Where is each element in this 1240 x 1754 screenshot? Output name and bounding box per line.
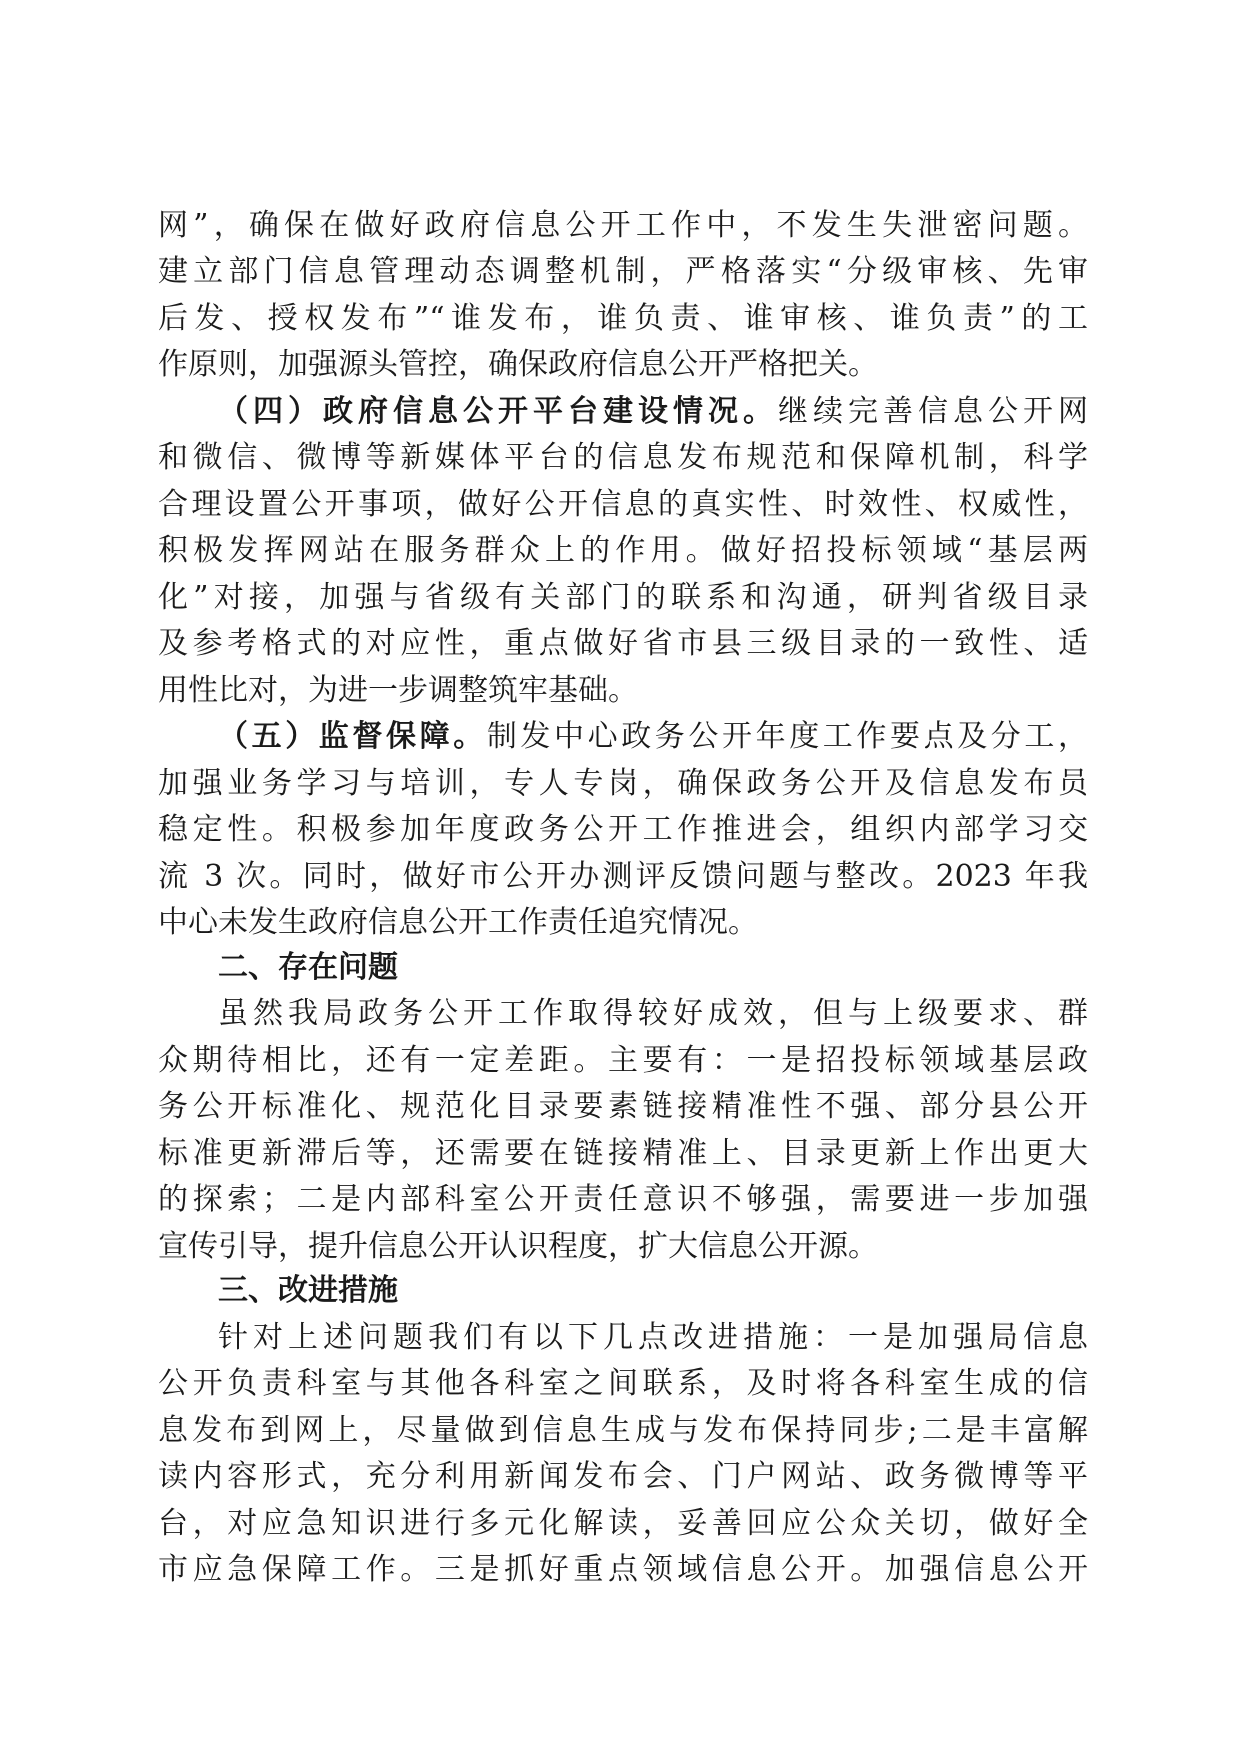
section-lead: （五）监督保障。 (218, 719, 487, 754)
text-line: 网”，确保在做好政府信息公开工作中，不发生失泄密问题。 (158, 208, 1088, 243)
text-line: 中心未发生政府信息公开工作责任追究情况。 (158, 905, 758, 940)
section-lead: （四）政府信息公开平台建设情况。 (218, 394, 778, 429)
text-line: 化”对接，加强与省级有关部门的联系和沟通，研判省级目录 (158, 580, 1088, 615)
text-line: 标准更新滞后等，还需要在链接精准上、目录更新上作出更大 (158, 1136, 1088, 1171)
text-line: 建立部门信息管理动态调整机制，严格落实“分级审核、先审 (158, 254, 1088, 289)
text-line: 市应急保障工作。三是抓好重点领域信息公开。加强信息公开 (158, 1552, 1088, 1587)
text-line: 公开负责科室与其他各科室之间联系，及时将各科室生成的信 (158, 1366, 1088, 1401)
text-line: 台，对应急知识进行多元化解读，妥善回应公众关切，做好全 (158, 1506, 1088, 1541)
text-line: 流 3 次。同时，做好市公开办测评反馈问题与整改。2023 年我 (158, 859, 1088, 894)
text-line: 加强业务学习与培训，专人专岗，确保政务公开及信息发布员 (158, 766, 1088, 801)
text-line: 后发、授权发布”“谁发布，谁负责、谁审核、谁负责”的工 (158, 301, 1088, 336)
text-span: 制发中心政务公开年度工作要点及分工， (486, 719, 1089, 754)
text-line: 针对上述问题我们有以下几点改进措施：一是加强局信息 (218, 1320, 1088, 1355)
text-line: 虽然我局政务公开工作取得较好成效，但与上级要求、群 (218, 996, 1088, 1031)
paragraph-first-line (218, 389, 1088, 435)
text-line: 读内容形式，充分利用新闻发布会、门户网站、政务微博等平 (158, 1459, 1088, 1494)
text-span: 继续完善信息公开网 (778, 394, 1088, 429)
text-line: 积极发挥网站在服务群众上的作用。做好招投标领域“基层两 (158, 533, 1088, 568)
text-line: 及参考格式的对应性，重点做好省市县三级目录的一致性、适 (158, 626, 1088, 661)
text-line: 众期待相比，还有一定差距。主要有：一是招投标领域基层政 (158, 1043, 1088, 1078)
text-line: 务公开标准化、规范化目录要素链接精准性不强、部分县公开 (158, 1089, 1088, 1124)
text-line: 用性比对，为进一步调整筑牢基础。 (158, 673, 638, 708)
section-heading: 二、存在问题 (218, 950, 398, 985)
text-line: 和微信、微博等新媒体平台的信息发布规范和保障机制，科学 (158, 440, 1088, 475)
text-line: 的探索；二是内部科室公开责任意识不够强，需要进一步加强 (158, 1182, 1088, 1217)
text-line: 合理设置公开事项，做好公开信息的真实性、时效性、权威性， (158, 487, 1088, 522)
section-heading: 三、改进措施 (218, 1273, 398, 1308)
text-line: 息发布到网上，尽量做到信息生成与发布保持同步;二是丰富解 (158, 1413, 1088, 1448)
text-line: 作原则，加强源头管控，确保政府信息公开严格把关。 (158, 347, 878, 382)
text-line: 宣传引导，提升信息公开认识程度，扩大信息公开源。 (158, 1229, 878, 1264)
text-line: 稳定性。积极参加年度政务公开工作推进会，组织内部学习交 (158, 812, 1088, 847)
paragraph-first-line (218, 714, 1088, 760)
